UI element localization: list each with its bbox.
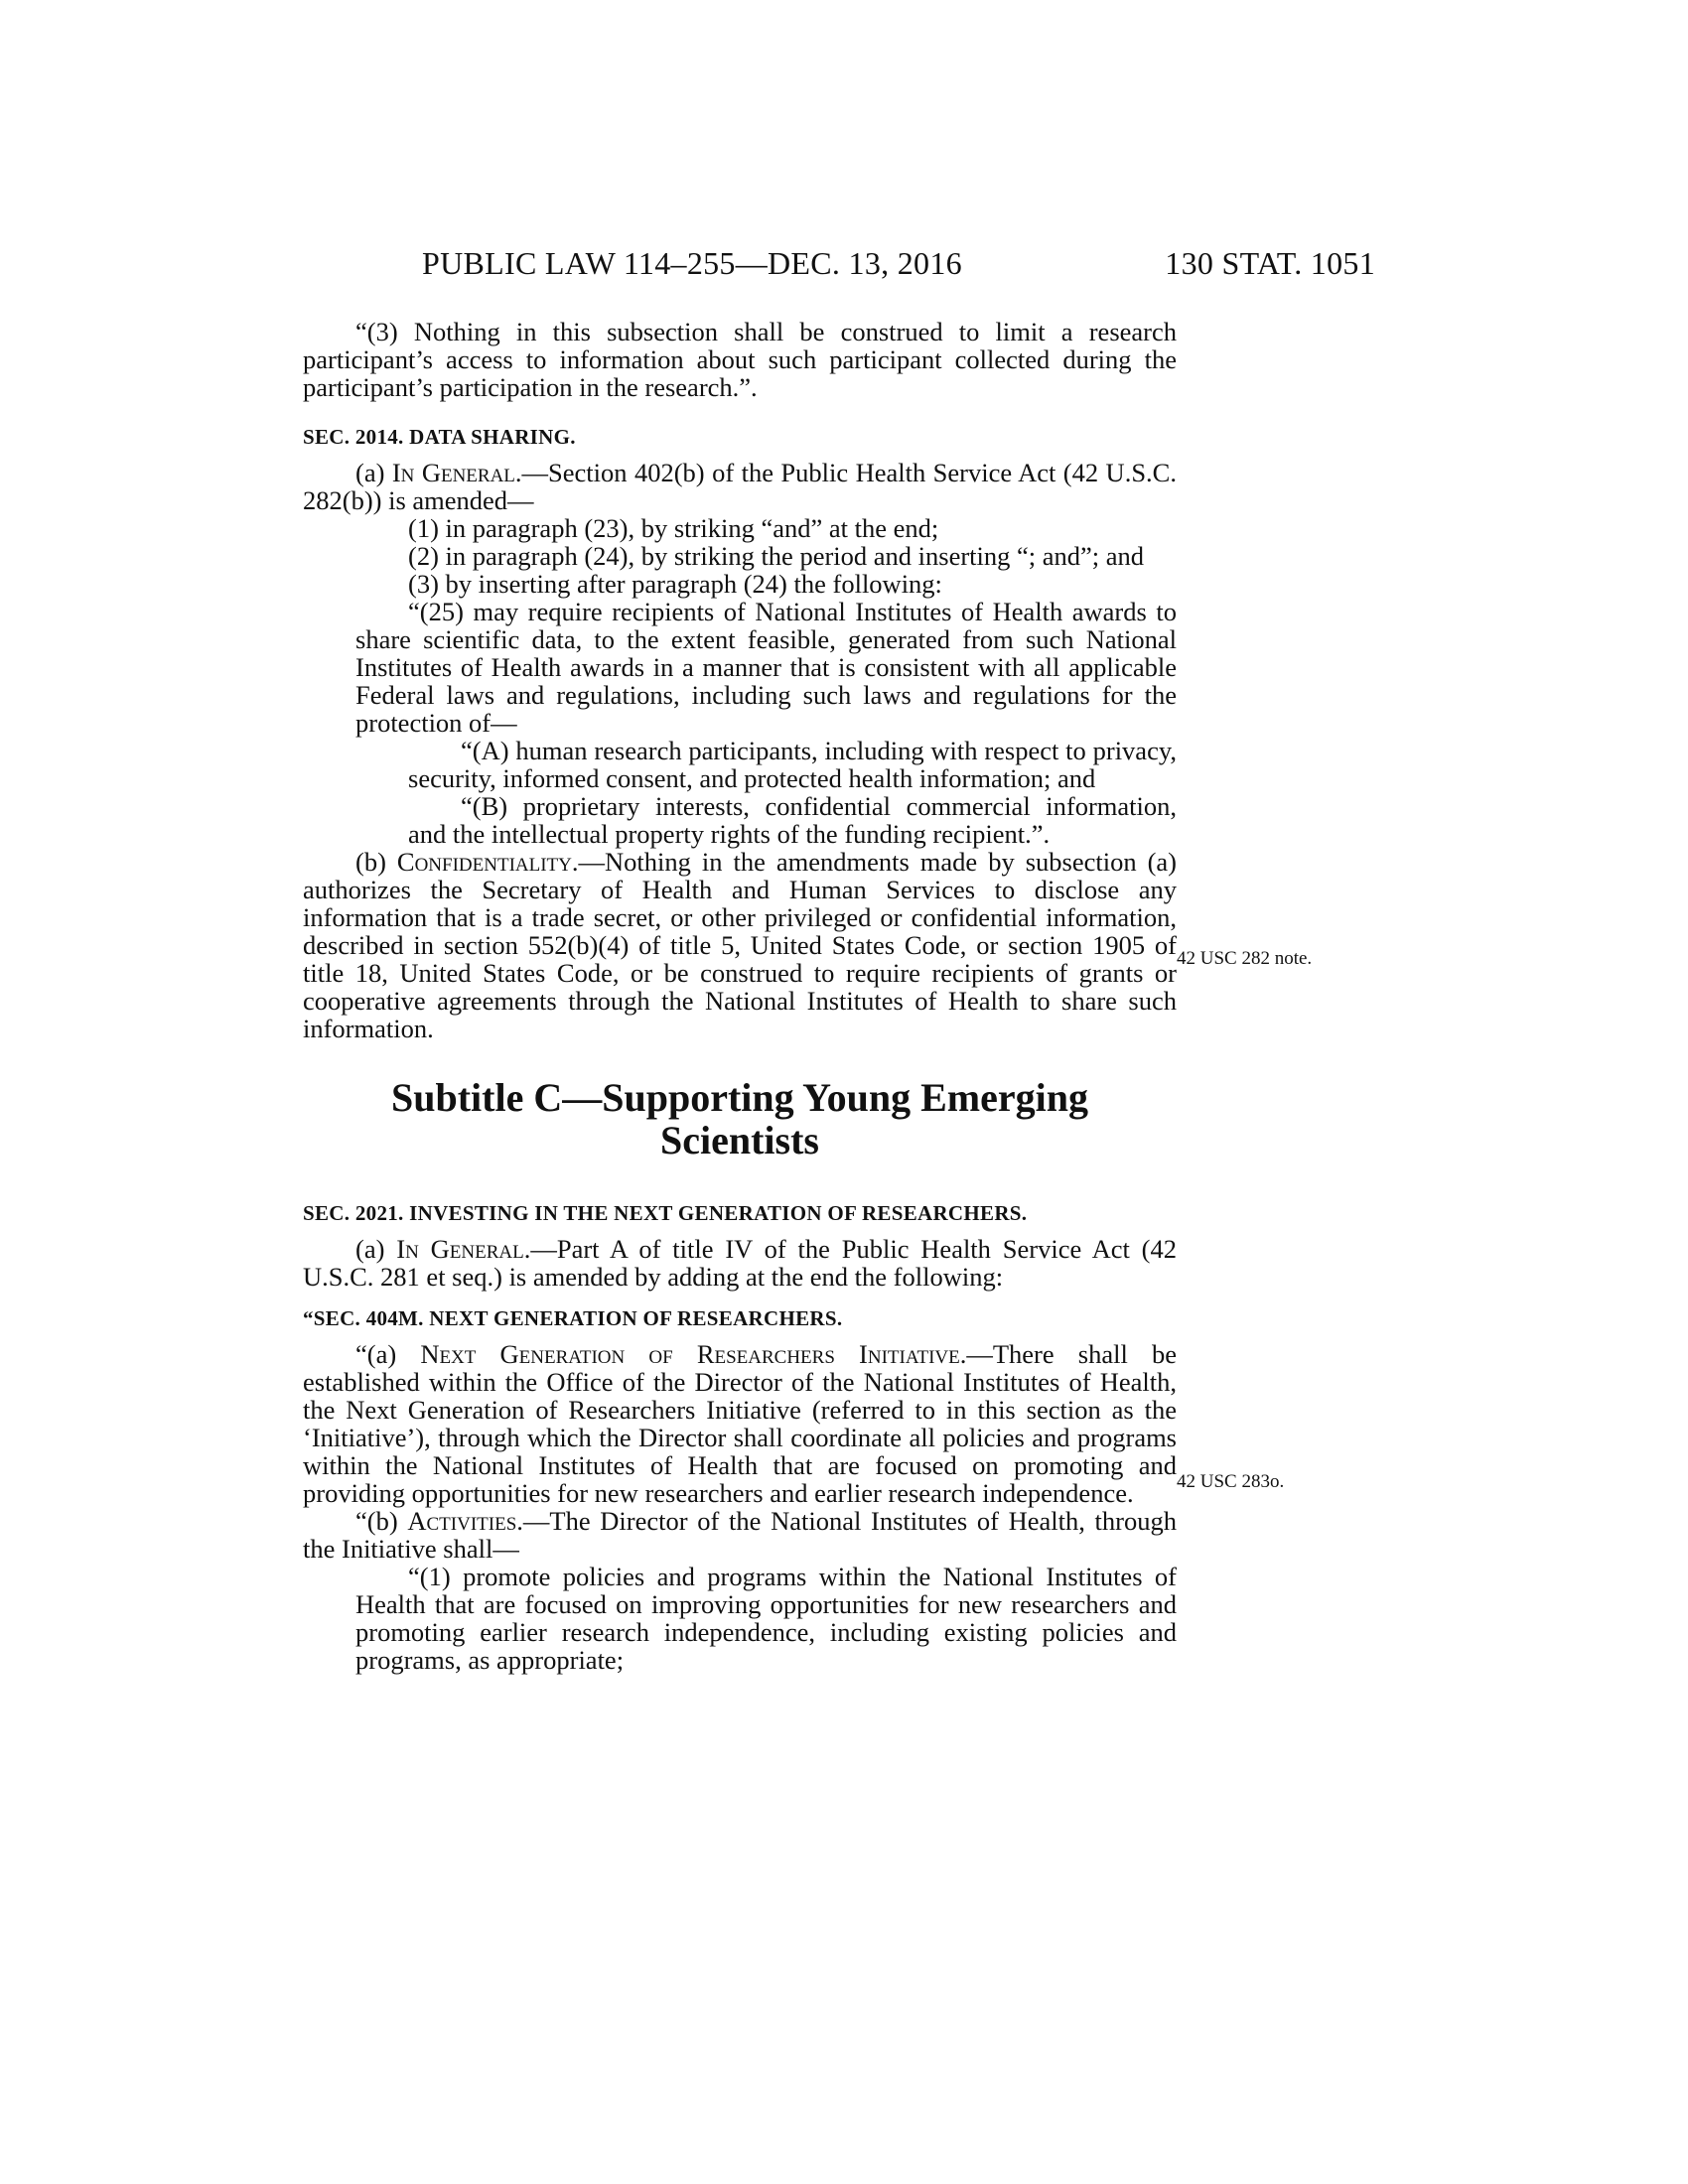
section-404m-b-text: .—The Director of the National Institutes of Health, through the Initiative shall— [303, 1506, 1177, 1564]
section-2014-subsection-b [303, 848, 1177, 1042]
section-2021-subsection-a [303, 1235, 1177, 1291]
section-2014-paragraph-25: “(25) may require recipients of National Institutes of Health awards to share scientific data, to the extent feasible, generated from such National Institutes of Health awards in a manner that is consistent with all applicable Federal laws and regulations, including such laws and regulations for the protection of— [355, 597, 1177, 738]
section-404m-a-caption: Next Generation of Researchers Initiative [420, 1339, 960, 1369]
margin-note-283o: 42 USC 283o. [1177, 1471, 1285, 1492]
document-body [303, 318, 1177, 1674]
section-2014-heading: SEC. 2014. DATA SHARING. [303, 425, 576, 449]
section-404m-heading: “SEC. 404M. NEXT GENERATION OF RESEARCHERS. [303, 1306, 843, 1330]
section-2021-a-caption: In General [396, 1234, 524, 1264]
section-404m-a-text: .—There shall be established within the Office of the Director of the National Institutes of Health, the Next Generation of Researchers Initiative (referred to in this section as the ‘Initiative’), through which the Director shall coordinate all policies and programs within the National Institutes of Health that are focused on promoting and providing opportunities for new researchers and earlier research independence. [303, 1339, 1177, 1508]
subsection-a-caption: In General [391, 458, 515, 487]
paragraph-3-continuation: “(3) Nothing in this subsection shall be construed to limit a research participant’s access to information about such participant collected during the participant’s participation in the research.”. [303, 317, 1177, 402]
running-head: PUBLIC LAW 114–255—DEC. 13, 2016 [422, 245, 962, 281]
running-header [422, 245, 1375, 289]
section-2021-a-text: .—Part A of title IV of the Public Health Service Act (42 U.S.C. 281 et seq.) is amended by adding at the end the following: [303, 1234, 1177, 1292]
section-404m-paragraph-1: “(1) promote policies and programs within the National Institutes of Health that are focused on improving opportunities for new researchers and promoting earlier research independence, including existing policies and programs, as appropriate; [355, 1562, 1177, 1675]
section-2021-a-label: (a) [355, 1234, 397, 1264]
subsection-a-text: .—Section 402(b) of the Public Health Service Act (42 U.S.C. 282(b)) is amended— [303, 458, 1177, 515]
subtitle-line-1: Subtitle C—Supporting Young Emerging [391, 1075, 1088, 1120]
section-2014-item-3: (3) by inserting after paragraph (24) the following: [408, 569, 942, 599]
subtitle-heading [303, 1076, 1177, 1161]
section-404m-subsection-a [303, 1340, 1177, 1507]
subtitle-line-2: Scientists [660, 1118, 819, 1162]
section-404m-subsection-b [303, 1507, 1177, 1563]
page-number: 130 STAT. 1051 [1165, 245, 1375, 281]
section-2014-subsection-a [303, 459, 1177, 514]
section-2014-item-2: (2) in paragraph (24), by striking the period and inserting “; and”; and [408, 541, 1145, 571]
section-2014-paragraph-25A: “(A) human research participants, including with respect to privacy, security, informed consent, and protected health information; and [408, 736, 1177, 793]
margin-note-282: 42 USC 282 note. [1177, 948, 1313, 969]
subsection-b-text: .—Nothing in the amendments made by subsection (a) authorizes the Secretary of Health and Human Services to disclose any information that is a trade secret, or other privileged or confidential information, described in section 552(b)(4) of title 5, United States Code, or section 1905 of title 18, United States Code, or be construed to require recipients of grants or cooperative agreements through the National Institutes of Health to share such information. [303, 847, 1177, 1043]
subsection-b-label: (b) [355, 847, 397, 877]
section-404m-b-label: “(b) [355, 1506, 408, 1536]
section-404m-b-caption: Activities [407, 1506, 517, 1536]
subsection-a-label: (a) [355, 458, 392, 487]
section-2014-item-1: (1) in paragraph (23), by striking “and” at the end; [408, 513, 939, 543]
section-2021-heading: SEC. 2021. INVESTING IN THE NEXT GENERATION OF RESEARCHERS. [303, 1201, 1028, 1225]
subsection-b-caption: Confidentiality [396, 847, 572, 877]
section-2014-paragraph-25B: “(B) proprietary interests, confidential commercial information, and the intellectual property rights of the funding recipient.”. [408, 791, 1177, 849]
section-404m-a-label: “(a) [355, 1339, 421, 1369]
